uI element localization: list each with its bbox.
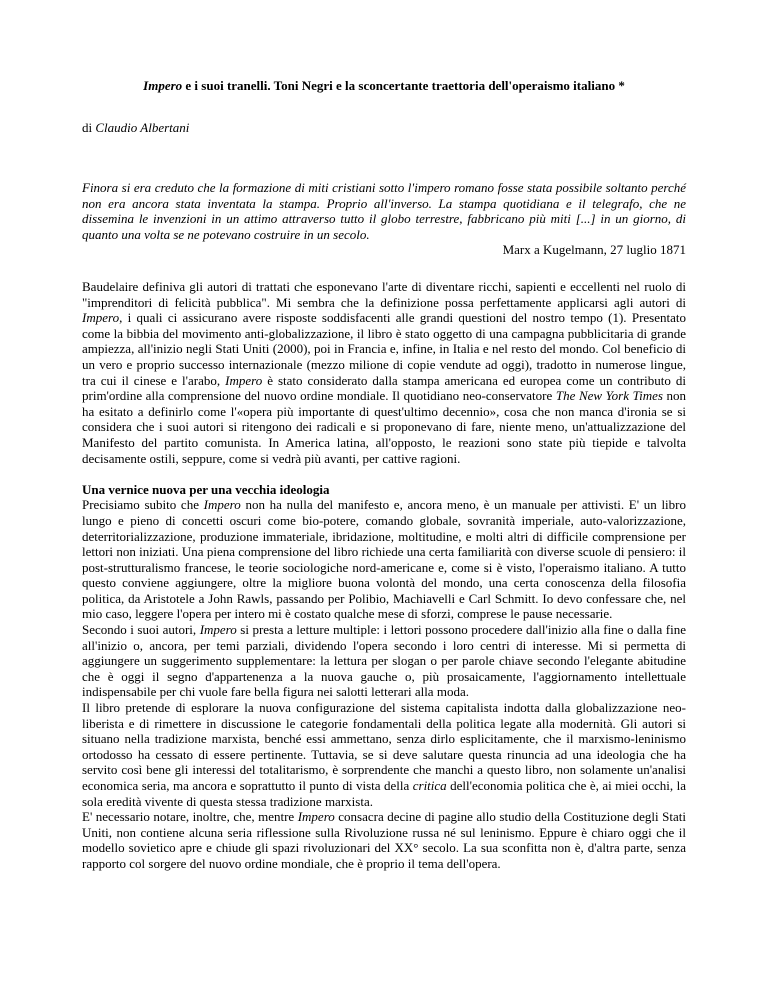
paragraph-3: [82, 622, 686, 700]
p1-text-c: , i quali ci assicurano avere risposte soddisfacenti alle grandi questioni del nostro tempo (1). Presentato come la bibbia del movimento anti-globalizzazione, il libro è stato oggetto di una campagna pubblicitaria di grande ampiezza, all'inizio negli Stati Uniti (2000), poi in Francia e, infine, in Italia e nel resto del mondo. Col beneficio di un vero e proprio successo internazionale (mezzo milione di copie vendute ad oggi), tradotto in numerose lingue, tra cui il cinese e l'arabo,: [82, 310, 686, 388]
p3-text-c: si presta a letture multiple: i lettori possono procedere dall'inizio alla fine o dalla fine all'inizio o, ancora, per temi parziali, dividendo l'opera secondo i loro centri di interesse. Mi si permetta di aggiungere un suggerimento supplementare: la lettura per slogan o per parole chiave secondo l'elegante abitudine che è oggi il segno d'appartenenza a la nuova gauche o, più prosaicamente, l'aggiornamento intellettuale indispensabile per chi vuole fare bella figura nei salotti letterari alla moda.: [82, 622, 686, 700]
p5-text-a: E' necessario notare, inoltre, che, mentre: [82, 809, 298, 825]
epigraph-quote: Finora si era creduto che la formazione di miti cristiani sotto l'impero romano fosse stata possibile soltanto perché non era ancora stata inventata la stampa. Proprio all'inverso. La stampa quotidiana e il telegrafo, che ne dissemina le invenzioni in un attimo attraverso tutto il globo terrestre, fabbricano più miti [...] in un giorno, di quanto una volta se ne potevano costruire in un secolo.: [82, 180, 686, 242]
paragraph-4: [82, 700, 686, 809]
paragraph-2: [82, 497, 686, 622]
document-title: [82, 78, 686, 94]
p2-text-c: non ha nulla del manifesto e, ancora meno, è un manuale per attivisti. E' un libro lungo e pieno di concetti oscuri come bio-potere, comando globale, sovranità imperiale, auto-valorizzazione, deterritorializzazione, produzione immateriale, ibridazione, moltitudine, e molti altri di difficile comprensione per lettori non iniziati. Una piena comprensione del libro richiede una certa familiarità con diverse scuole di pensiero: il post-strutturalismo francese, le teorie sociologiche nord-americane e, come si è visto, l'operaismo italiano. A tutto questo conviene aggiungere, oltre la migliore buona volontà del mondo, una certa conoscenza della filosofia politica, da Aristotele a John Rawls, passando per Polibio, Machiavelli e Carl Schmitt. Io devo confessare che, nel mio caso, leggere l'opera per intero mi è costato qualche mese di sforzi, comprese le pause necessarie.: [82, 497, 686, 622]
title-rest: e i suoi tranelli. Toni Negri e la sconcertante traettoria dell'operaismo italiano *: [182, 78, 625, 93]
p1-italic-f: The New York Times: [555, 388, 663, 404]
p1-text-g: non ha esitato a definirlo come l'«opera più importante di quest'ultimo decennio», cosa che non manca d'ironia se si considera che i suoi autori si ritengono dei radicali e si proponevano di fare, niente meno, un'attualizzazione del Manifesto del partito comunista. In America latina, all'opposto, le reazioni sono state più tiepide e talvolta decisamente ostili, seppure, come si vedrà più avanti, per cattive ragioni.: [82, 388, 686, 466]
paragraph-1: [82, 279, 686, 466]
p3-text-a: Secondo i suoi autori,: [82, 622, 200, 638]
p1-italic-d: Impero: [225, 372, 263, 388]
p1-text-e: è stato considerato dalla stampa americana ed europea come un contributo di prim'ordine alla comprensione del nuovo ordine mondiale. Il quotidiano neo-conservatore: [82, 372, 687, 404]
p3-italic-b: Impero: [199, 622, 237, 638]
p1-italic-b: Impero: [82, 310, 120, 326]
p4-text-c: dell'economia politica che è, ai miei occhi, la sola eredità vivente di questa stessa tradizione marxista.: [82, 778, 686, 809]
title-italic-work: Impero: [143, 78, 183, 93]
p5-italic-b: Impero: [297, 809, 335, 825]
p2-italic-b: Impero: [203, 497, 241, 513]
epigraph-source: Marx a Kugelmann, 27 luglio 1871: [502, 242, 686, 257]
p4-italic-b: critica: [412, 778, 447, 793]
p5-text-c: consacra decine di pagine allo studio della Costituzione degli Stati Uniti, non contiene alcuna seria riflessione sulla Rivoluzione russa né sul leninismo. Eppure è chiaro oggi che il modello sovietico apre e chiude gli spazi rivoluzionari del XX° secolo. La sua sconfitta non è, d'altra parte, senza rapporto col sorgere del nuovo ordine mondiale, che è proprio il tema dell'opera.: [82, 809, 686, 871]
section-heading: Una vernice nuova per una vecchia ideologia: [82, 481, 330, 497]
p4-text-a: Il libro pretende di esplorare la nuova configurazione del sistema capitalista indotta dalla globalizzazione neo-liberista e di rimettere in discussione le categorie fondamentali della politica legate alla modernità. Gli autori si situano nella tradizione marxista, benché essi ammettano, senza dirlo esplicitamente, che il marxismo-leninismo ortodosso ha cessato di essere pertinente. Tuttavia, se si deve salutare questa rinuncia ad una ideologia che ha servito così bene gli interessi del totalitarismo, è sorprendente che manchi a questo libro, non solamente un'analisi economica seria, ma ancora e soprattutto il punto di vista della: [82, 700, 686, 793]
paragraph-5: [82, 809, 686, 871]
p2-text-a: Precisiamo subito che: [82, 497, 204, 513]
p1-text-a: Baudelaire definiva gli autori di trattati che esponevano l'arte di diventare ricchi, sapienti e eccellenti nel ruolo di "imprenditori di felicità pubblica". Mi sembra che la definizione possa perfettamente applicarsi agli autori di: [82, 279, 686, 310]
byline-prefix: di: [82, 120, 96, 135]
article-body: [82, 279, 686, 872]
byline: [82, 120, 189, 136]
byline-author: Claudio Albertani: [95, 120, 190, 135]
